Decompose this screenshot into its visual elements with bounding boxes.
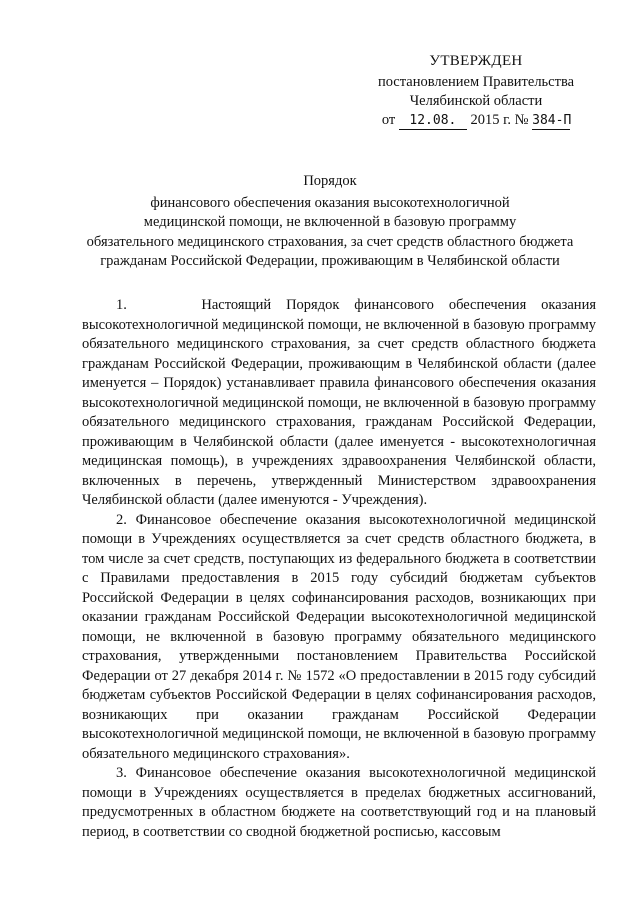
paragraph-3: 3. Финансовое обеспечение оказания высокотехнологичной медицинской помощи в Учреждениях осуществляется в пределах бюджетных ассигнований, предусмотренных в областном бюджете на соответствующий год и на плановый период, в соответствии со сводной бюджетной росписью, кассовым [82, 765, 596, 840]
approval-year: 2015 г. № [470, 112, 529, 128]
title-line-2: медицинской помощи, не включенной в базовую программу [143, 214, 517, 230]
document-body [82, 296, 596, 842]
title-line-3: обязательного медицинского страхования, за счет средств областного бюджета [86, 233, 574, 250]
approval-number: 384-П [532, 113, 572, 128]
approval-date-line [360, 111, 592, 130]
paragraph-1: 1. Настоящий Порядок финансового обеспечения оказания высокотехнологичной медицинской помощи, не включенной в базовую программу обязательного медицинского страхования, за счет средств областного бюджета гражданам Российской Федерации, проживающим в Челябинской области (далее именуется – Порядок) устанавливает правила финансового обеспечения оказания высокотехнологичной медицинской помощи, не включенной в базовую программу обязательного медицинского страхования, гражданам Российской Федерации, проживающим в Челябинской области (далее именуется - высокотехнологичная медицинская помощь), в учреждениях здравоохранения Челябинской области, включенных в перечень, утвержденный Министерством здравоохранения Челябинской области (далее именуются - Учреждения). [82, 297, 596, 508]
title-line-1: финансового обеспечения оказания высокотехнологичной [150, 194, 510, 211]
title-line-4: гражданам Российской Федерации, проживающим в Челябинской области [100, 253, 560, 269]
paragraph-2: 2. Финансовое обеспечение оказания высокотехнологичной медицинской помощи в Учреждениях осуществляется за счет средств областного бюджета, в том числе за счет средств, поступающих из федерального бюджета в соответствии с Правилами предоставления в 2015 году субсидий бюджетам субъектов Российской Федерации в целях софинансирования расходов, возникающих при оказании гражданам Российской Федерации высокотехнологичной медицинской помощи, не включенной в базовую программу обязательного медицинского страхования, утвержденными постановлением Правительства Российской Федерации от 27 декабря 2014 г. № 1572 «О предоставлении в 2015 году субсидий бюджетам субъектов Российской Федерации в целях софинансирования расходов, возникающих при оказании гражданам Российской Федерации высокотехнологичной медицинской помощи, не включенной в базовую программу обязательного медицинского страхования». [82, 511, 596, 762]
document-title [60, 172, 600, 272]
approval-prefix: от [381, 112, 396, 128]
approval-line-1: постановлением Правительства [377, 74, 575, 90]
approval-heading: УТВЕРЖДЕН [429, 53, 523, 69]
approval-line-2: Челябинской области [409, 93, 543, 109]
approval-date: 12.08. [399, 113, 467, 130]
title-main: Порядок [303, 173, 357, 189]
approval-stamp [360, 52, 592, 130]
